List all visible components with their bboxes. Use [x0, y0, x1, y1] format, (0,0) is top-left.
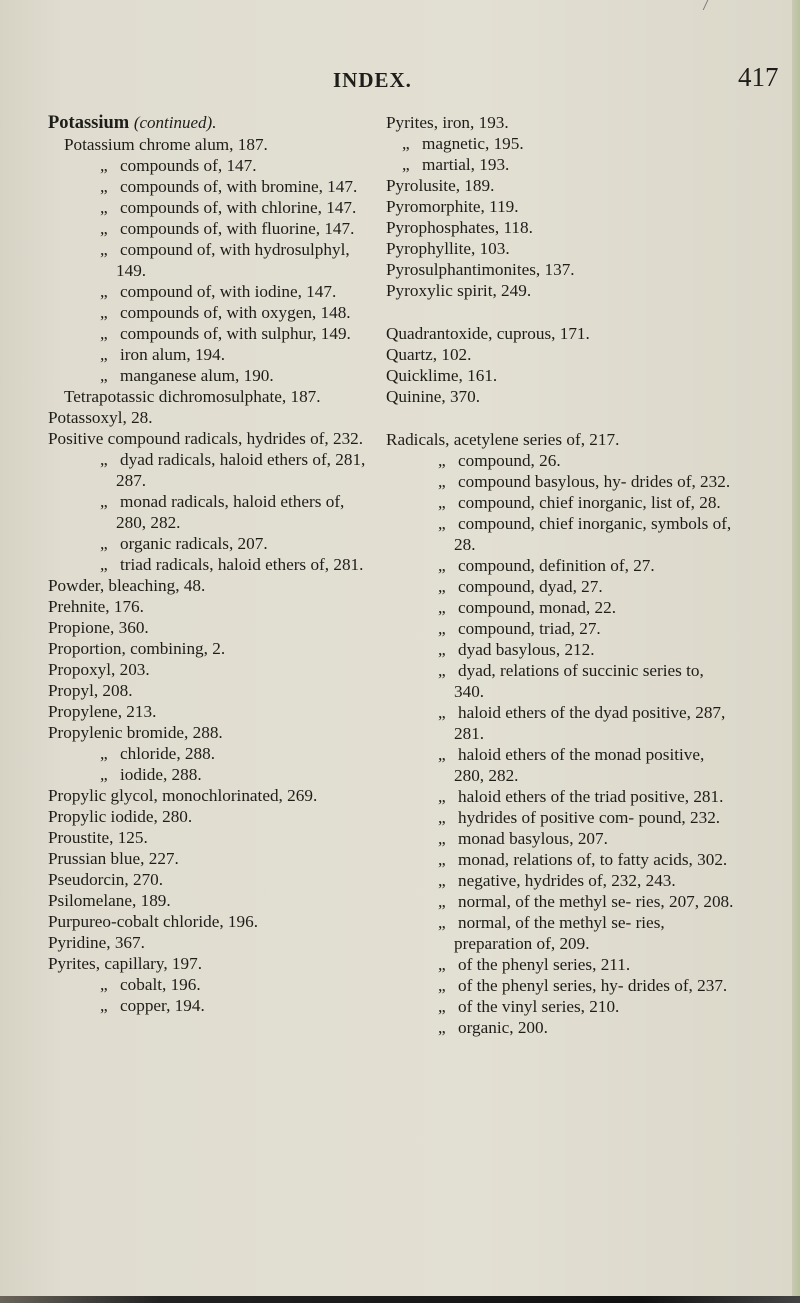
- index-entry: „ hydrides of positive com- pound, 232.: [438, 808, 721, 827]
- index-entry: „ organic, 200.: [438, 1018, 548, 1037]
- index-entry: „ compound basylous, hy- drides of, 232.: [438, 472, 731, 491]
- index-entry: „ compounds of, with bromine, 147.: [100, 177, 358, 196]
- index-entry: „ cobalt, 196.: [100, 975, 201, 994]
- index-entry: „ compounds of, with oxygen, 148.: [100, 303, 351, 322]
- index-entry: Psilomelane, 189.: [48, 891, 171, 910]
- index-entry: Pyrolusite, 189.: [386, 176, 495, 195]
- index-entry: „ normal, of the methyl se- ries, preparation of, 209.: [438, 913, 665, 953]
- index-entry: „ haloid ethers of the monad positive, 280, 282.: [438, 745, 705, 785]
- index-entry: „ iodide, 288.: [100, 765, 202, 784]
- index-entry: „ compound, triad, 27.: [438, 619, 601, 638]
- index-entry: Pseudorcin, 270.: [48, 870, 164, 889]
- index-entry: Propylic iodide, 280.: [48, 807, 193, 826]
- index-heading: Potassium (continued).: [48, 113, 217, 133]
- index-entry: Prehnite, 176.: [48, 597, 144, 616]
- index-entry: „ compound, dyad, 27.: [438, 577, 603, 596]
- index-entry: „ compounds of, 147.: [100, 156, 257, 175]
- index-entry: „ organic radicals, 207.: [100, 534, 268, 553]
- index-entry: „ iron alum, 194.: [100, 345, 226, 364]
- index-entry: Propylenic bromide, 288.: [48, 723, 223, 742]
- index-entry: „ negative, hydrides of, 232, 243.: [438, 871, 676, 890]
- index-entry: Radicals, acetylene series of, 217.: [386, 430, 620, 449]
- index-entry: „ magnetic, 195.: [402, 134, 524, 153]
- index-entry: „ copper, 194.: [100, 996, 205, 1015]
- index-entry: „ triad radicals, haloid ethers of, 281.: [100, 555, 364, 574]
- index-entry: „ compound, 26.: [438, 451, 561, 470]
- bottom-shadow-bar: [0, 1296, 800, 1303]
- index-entry: „ haloid ethers of the triad positive, 281.: [438, 787, 724, 806]
- index-entry: „ compound, definition of, 27.: [438, 556, 655, 575]
- index-entry: „ dyad basylous, 212.: [438, 640, 595, 659]
- index-entry: Propylene, 213.: [48, 702, 157, 721]
- page-header: [0, 62, 800, 102]
- index-entry: „ dyad radicals, haloid ethers of, 281, 287.: [100, 450, 366, 490]
- index-entry: „ compound of, with iodine, 147.: [100, 282, 337, 301]
- index-entry: Pyrites, capillary, 197.: [48, 954, 203, 973]
- index-entry: Quinine, 370.: [386, 387, 481, 406]
- left-column: [48, 112, 370, 1016]
- index-entry: Pyridine, 367.: [48, 933, 145, 952]
- section-gap: [386, 301, 736, 323]
- index-entry: „ compound, chief inorganic, list of, 28.: [438, 493, 721, 512]
- index-entry: Quadrantoxide, cuprous, 171.: [386, 324, 590, 343]
- index-entry: „ of the phenyl series, hy- drides of, 237.: [438, 976, 728, 995]
- right-column: [386, 112, 736, 1038]
- index-entry: Pyroxylic spirit, 249.: [386, 281, 532, 300]
- index-entry: „ martial, 193.: [402, 155, 510, 174]
- index-entry: Potassoxyl, 28.: [48, 408, 153, 427]
- index-entry: „ monad, relations of, to fatty acids, 302.: [438, 850, 728, 869]
- section-gap: [386, 407, 736, 429]
- index-entry: Prussian blue, 227.: [48, 849, 179, 868]
- index-entry: Purpureo-cobalt chloride, 196.: [48, 912, 259, 931]
- page-title: INDEX.: [333, 68, 412, 92]
- index-entry: „ compounds of, with sulphur, 149.: [100, 324, 351, 343]
- index-entry: Pyromorphite, 119.: [386, 197, 519, 216]
- index-entry: Powder, bleaching, 48.: [48, 576, 206, 595]
- index-entry: „ haloid ethers of the dyad positive, 287, 281.: [438, 703, 726, 743]
- index-entry: Propoxyl, 203.: [48, 660, 150, 679]
- index-entry: „ normal, of the methyl se- ries, 207, 208.: [438, 892, 734, 911]
- index-entry: Pyrophosphates, 118.: [386, 218, 533, 237]
- index-entry: Positive compound radicals, hydrides of, 232.: [48, 429, 364, 448]
- index-entry: Pyrophyllite, 103.: [386, 239, 510, 258]
- page-number: 417: [738, 62, 779, 92]
- index-entry: Proportion, combining, 2.: [48, 639, 226, 658]
- index-entry: „ compound, monad, 22.: [438, 598, 617, 617]
- index-entry: Pyrites, iron, 193.: [386, 113, 509, 132]
- index-entry: „ compounds of, with fluorine, 147.: [100, 219, 355, 238]
- index-entry: Propylic glycol, monochlorinated, 269.: [48, 786, 318, 805]
- index-entry: „ compounds of, with chlorine, 147.: [100, 198, 357, 217]
- index-entry: „ of the vinyl series, 210.: [438, 997, 620, 1016]
- index-entry: Potassium chrome alum, 187.: [64, 135, 268, 154]
- index-entry: Pyrosulphantimonites, 137.: [386, 260, 575, 279]
- index-entry: Quartz, 102.: [386, 345, 472, 364]
- index-entry: Propyl, 208.: [48, 681, 133, 700]
- index-entry: „ compound, chief inorganic, symbols of, 28.: [438, 514, 732, 554]
- index-entry: „ monad basylous, 207.: [438, 829, 608, 848]
- index-entry: Quicklime, 161.: [386, 366, 498, 385]
- index-entry: Tetrapotassic dichromosulphate, 187.: [64, 387, 321, 406]
- index-entry: „ dyad, relations of succinic series to, 340.: [438, 661, 704, 701]
- index-entry: „ manganese alum, 190.: [100, 366, 274, 385]
- page-corner-mark: [703, 0, 719, 10]
- index-entry: „ chloride, 288.: [100, 744, 215, 763]
- index-entry: „ monad radicals, haloid ethers of, 280, 282.: [100, 492, 345, 532]
- page-edge: [792, 0, 800, 1303]
- index-entry: Propione, 360.: [48, 618, 149, 637]
- index-entry: „ compound of, with hydrosulphyl, 149.: [100, 240, 350, 280]
- index-entry: „ of the phenyl series, 211.: [438, 955, 631, 974]
- index-entry: Proustite, 125.: [48, 828, 148, 847]
